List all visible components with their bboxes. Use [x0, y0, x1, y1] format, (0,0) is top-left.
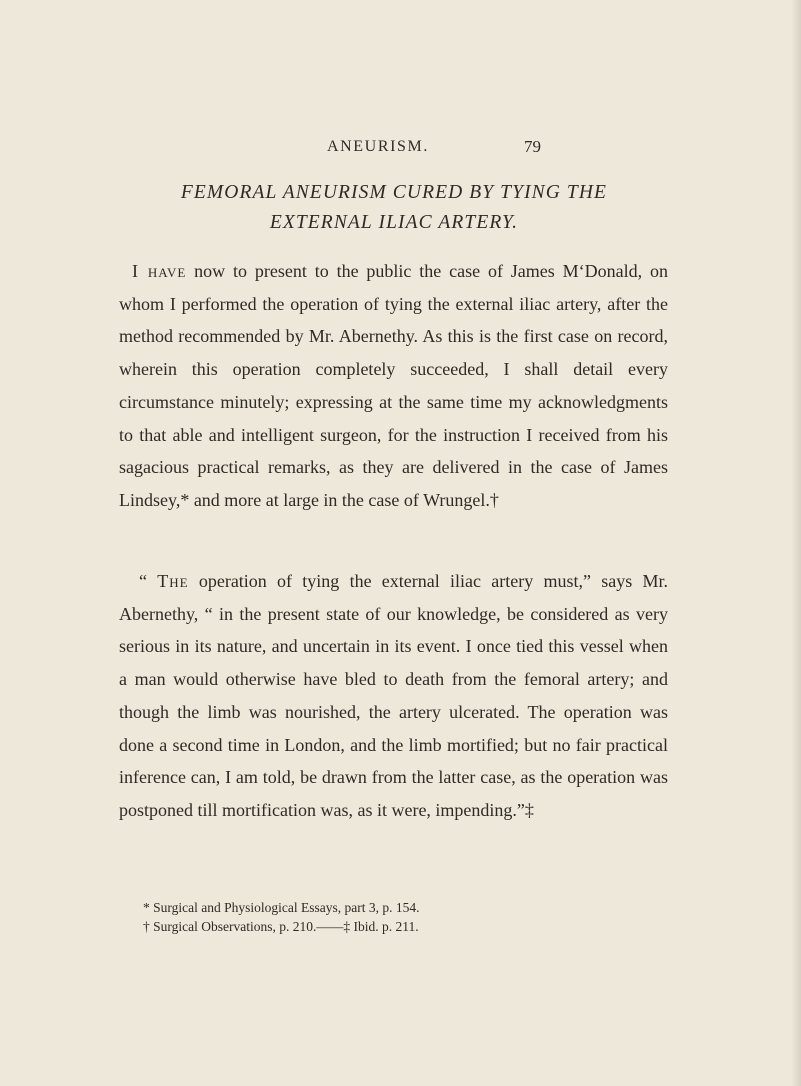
- paragraph-1: [119, 255, 668, 517]
- footnote-2: † Surgical Observations, p. 210.——‡ Ibid. p. 211.: [143, 919, 419, 934]
- running-head: [0, 136, 801, 160]
- footnote-1: * Surgical and Physiological Essays, part 3, p. 154.: [143, 900, 420, 915]
- footnotes: [140, 898, 660, 936]
- section-heading-line-2: EXTERNAL ILIAC ARTERY.: [269, 212, 519, 233]
- paragraph-1-text: now to present to the public the case of James M‘Donald, on whom I performed the operation of tying the external iliac artery, after the method recommended by Mr. Abernethy. As this is the first case on record, wherein this operation completely succeeded, I shall detail every circumstance minutely; expressing at the same time my acknowledgments to that able and intelligent surgeon, for the instruction I received from his sagacious practical remarks, as they are delivered in the case of James Lindsey,* and more at large in the case of Wrungel.†: [119, 261, 668, 510]
- paragraph-2-text: operation of tying the external iliac artery must,” says Mr. Abernethy, “ in the present state of our knowledge, be considered as very serious in its nature, and uncertain in its event. I once tied this vessel when a man would otherwise have bled to death from the femoral artery; and though the limb was nourished, the artery ulcerated. The operation was done a second time in London, and the limb mortified; but no fair practical inference can, I am told, be drawn from the latter case, as the operation was postponed till mortification was, as it were, impending.”‡: [119, 571, 668, 820]
- section-heading: [120, 178, 668, 238]
- paragraph-2: [119, 565, 668, 827]
- paragraph-1-lead: I have: [132, 261, 187, 281]
- paragraph-2-lead: The: [157, 571, 189, 591]
- paragraph-2-open-quote: “: [139, 571, 158, 591]
- running-title: ANEURISM.: [327, 138, 429, 155]
- section-heading-line-1: FEMORAL ANEURISM CURED BY TYING THE: [180, 182, 608, 203]
- page-number: 79: [524, 137, 541, 156]
